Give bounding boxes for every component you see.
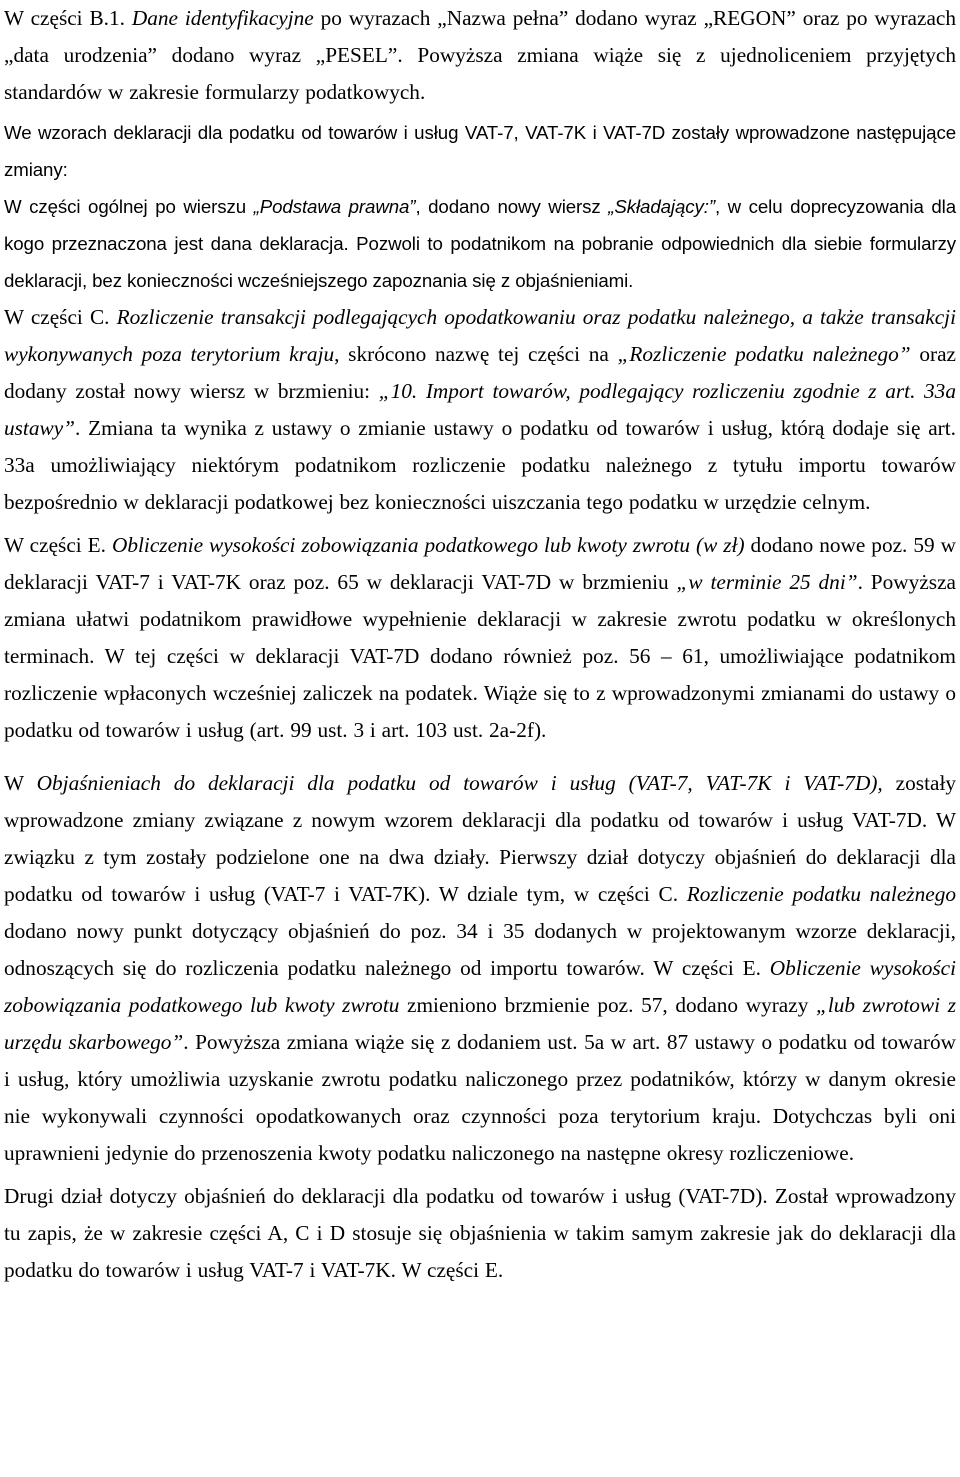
italic-phrase: Dane identyfikacyjne — [131, 6, 314, 30]
paragraph-text: W części ogólnej po wierszu — [4, 196, 254, 217]
paragraph-text: zostały wprowadzone zmiany związane z nowym wzorem deklaracji dla podatku od towarów i usług VAT-7D. W związku z tym zostały podzielone one na dwa działy. Pierwszy dział dotyczy objaśnień do deklaracji dla podatku od towarów i usług (VAT-7 i VAT-7K). W dziale tym, w części C. — [4, 771, 957, 906]
italic-phrase: Rozliczenie transakcji podlegających opodatkowaniu oraz podatku należnego, a także transakcji wykonywanych poza terytorium kraju — [4, 305, 957, 366]
italic-phrase: „w terminie 25 dni” — [676, 570, 858, 594]
paragraph-text: W części E. — [4, 533, 112, 557]
paragraph-intro-changes — [4, 114, 956, 188]
paragraph-text: zmieniono brzmienie poz. 57, dodano wyrazy — [399, 993, 817, 1017]
italic-phrase: Rozliczenie podatku należnego — [686, 882, 956, 906]
paragraph-text: . Powyższa zmiana ułatwi podatnikom prawidłowe wypełnienie deklaracji w zakresie zwrotu podatku w określonych terminach. W tej części w deklaracji VAT-7D dodano również poz. 56 – 61, umożliwiające podatnikom rozliczenie wpłaconych wcześniej zaliczek na podatek. Wiąże się to z wprowadzonymi zmianami do ustawy o podatku od towarów i usług (art. 99 ust. 3 i art. 103 ust. 2a-2f). — [4, 570, 956, 742]
paragraph-text: , skrócono nazwę tej części na — [334, 342, 618, 366]
italic-phrase: „lub zwrotowi z urzędu skarbowego” — [4, 993, 956, 1054]
paragraph-text: dodano nowe poz. 59 w deklaracji VAT-7 i VAT-7K oraz poz. 65 w deklaracji VAT-7D w brzmieniu — [4, 533, 956, 594]
italic-phrase: „Podstawa prawna” — [253, 196, 416, 217]
italic-phrase: Obliczenie wysokości zobowiązania podatkowego lub kwoty zwrotu (w zł) — [111, 533, 745, 557]
paragraph-text: , w celu doprecyzowania dla kogo przeznaczona jest dana deklaracja. Pozwoli to podatnikom na pobranie odpowiednich dla siebie formularzy deklaracji, bez konieczności wcześniejszego zapoznania się z objaśnieniami. — [4, 196, 956, 291]
paragraph-text: oraz dodany został nowy wiersz w brzmieniu: — [4, 342, 956, 403]
paragraph-part-e — [4, 527, 956, 749]
paragraph-text: . Powyższa zmiana wiąże się z dodaniem ust. 5a w art. 87 ustawy o podatku od towarów i usług, który umożliwia uzyskanie zwrotu podatku naliczonego przez podatników, którzy w danym okresie nie wykonywali czynności opodatkowanych oraz czynności poza terytorium kraju. Dotychczas byli oni uprawnieni jedynie do przenoszenia kwoty podatku naliczonego na następne okresy rozliczeniowe. — [4, 1030, 956, 1165]
paragraph-text: W — [4, 771, 37, 795]
document-page — [4, 0, 956, 1289]
paragraph-text: . Zmiana ta wynika z ustawy o zmianie ustawy o podatku od towarów i usług, którą dodaje się art. 33a umożliwiający niektórym podatnikom rozliczenie podatku należnego z tytułu importu towarów bezpośrednio w deklaracji podatkowej bez konieczności uiszczania tego podatku w urzędzie celnym. — [4, 416, 956, 514]
paragraph-text: Drugi dział dotyczy objaśnień do deklaracji dla podatku od towarów i usług (VAT-7D). Został wprowadzony tu zapis, że w zakresie części A, C i D stosuje się objaśnienia w takim samym zakresie jak do deklaracji dla podatku do towarów i usług VAT-7 i VAT-7K. W części E. — [4, 1184, 956, 1282]
paragraph-explanations — [4, 765, 956, 1172]
paragraph-text: We wzorach deklaracji dla podatku od towarów i usług VAT-7, VAT-7K i VAT-7D zostały wprowadzone następujące zmiany: — [4, 122, 956, 180]
paragraph-text: W części B.1. — [4, 6, 132, 30]
paragraph-second-section — [4, 1178, 956, 1289]
paragraph-general-part — [4, 188, 956, 299]
italic-phrase: „Składający:” — [608, 196, 715, 217]
paragraph-text: W części C. — [4, 305, 117, 329]
paragraph-part-c — [4, 299, 956, 521]
paragraph-text: po wyrazach „Nazwa pełna” dodano wyraz „REGON” oraz po wyrazach „data urodzenia” dodano wyraz „PESEL”. Powyższa zmiana wiąże się z ujednoliceniem przyjętych standardów w zakresie formularzy podatkowych. — [4, 6, 956, 104]
italic-phrase: „10. Import towarów, podlegający rozliczeniu zgodnie z art. 33a ustawy” — [4, 379, 956, 440]
paragraph-part-b1 — [4, 0, 956, 111]
paragraph-text: dodano nowy punkt dotyczący objaśnień do poz. 34 i 35 dodanych w projektowanym wzorze deklaracji, odnoszących się do rozliczenia podatku należnego od importu towarów. W części E. — [4, 919, 956, 980]
italic-phrase: Obliczenie wysokości zobowiązania podatkowego lub kwoty zwrotu — [4, 956, 957, 1017]
italic-phrase: „Rozliczenie podatku należnego” — [617, 342, 911, 366]
italic-phrase: Objaśnieniach do deklaracji dla podatku od towarów i usług (VAT-7, VAT-7K i VAT-7D), — [36, 771, 883, 795]
paragraph-text: , dodano nowy wiersz — [415, 196, 609, 217]
